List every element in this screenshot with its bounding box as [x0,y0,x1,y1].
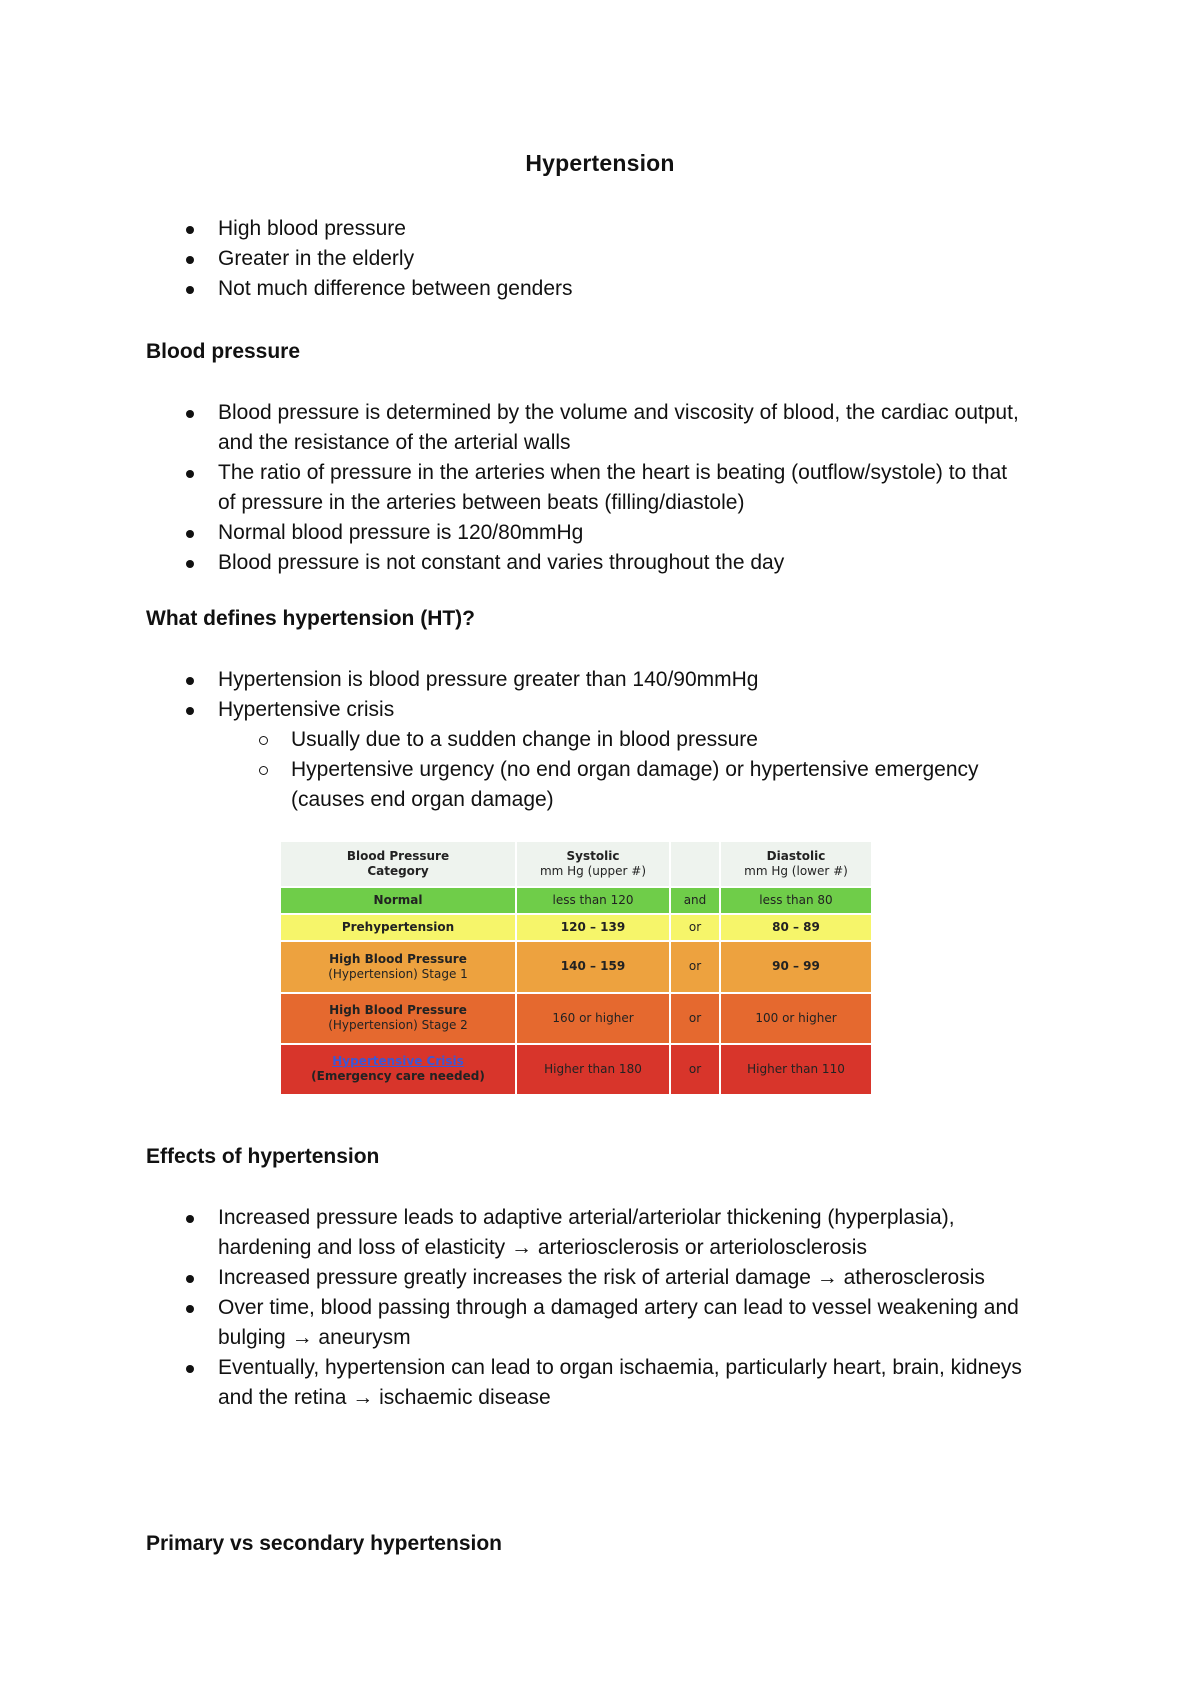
diastolic-cell: Higher than 110 [720,1044,872,1095]
category-cell: Prehypertension [280,914,516,941]
arrow-right-icon: → [291,1326,313,1349]
arrow-right-icon: → [511,1236,533,1259]
bullet-icon [186,560,194,568]
conjunction-cell: or [670,1044,720,1095]
arrow-right-icon: → [352,1386,374,1409]
bullet-icon [186,256,194,264]
header-systolic: Systolic mm Hg (upper #) [516,841,670,887]
list-item: Blood pressure is determined by the volume and viscosity of blood, the cardiac output, and the resistance of the arterial walls [146,398,1026,458]
list-item: Blood pressure is not constant and varies throughout the day [146,548,1026,578]
conjunction-cell: or [670,993,720,1044]
list-item: Not much difference between genders [146,274,1046,304]
systolic-cell: 140 – 159 [516,941,670,992]
sub-list-item: Hypertensive urgency (no end organ damage) or hypertensive emergency (causes end organ damage) [146,755,1026,815]
bullet-icon [186,1365,194,1373]
section-heading-effects: Effects of hypertension [146,1145,380,1168]
page-title: Hypertension [525,150,675,176]
bullet-icon [186,226,194,234]
bullet-icon [186,707,194,715]
section-heading-defines: What defines hypertension (HT)? [146,607,476,630]
intro-list [146,214,1046,304]
blood-pressure-category-table [279,840,873,1096]
table-row [280,914,872,941]
diastolic-cell: 90 – 99 [720,941,872,992]
list-item: Increased pressure greatly increases the risk of arterial damage → atherosclerosis [146,1263,1046,1293]
category-cell: Hypertensive Crisis (Emergency care needed) [280,1044,516,1095]
list-item: Hypertensive crisis Usually due to a sudden change in blood pressure Hypertensive urgency (no end organ damage) or hypertensive emergency (causes end organ damage) [146,695,1026,815]
bullet-icon [186,1275,194,1283]
list-item: High blood pressure [146,214,1046,244]
sub-list-item: Usually due to a sudden change in blood pressure [146,725,1026,755]
bullet-icon [186,1305,194,1313]
bullet-icon [186,530,194,538]
circle-bullet-icon [259,766,268,775]
table-row [280,1044,872,1095]
section-heading-primary-secondary: Primary vs secondary hypertension [146,1532,502,1555]
systolic-cell: less than 120 [516,887,670,914]
category-cell: Normal [280,887,516,914]
table-header-row [280,841,872,887]
circle-bullet-icon [259,736,268,745]
bullet-icon [186,677,194,685]
category-cell: High Blood Pressure (Hypertension) Stage 2 [280,993,516,1044]
table-row [280,887,872,914]
diastolic-cell: 100 or higher [720,993,872,1044]
list-item: The ratio of pressure in the arteries when the heart is beating (outflow/systole) to that of pressure in the arteries between beats (filling/diastole) [146,458,1026,518]
bullet-icon [186,1215,194,1223]
table-row [280,941,872,992]
list-item: Eventually, hypertension can lead to organ ischaemia, particularly heart, brain, kidneys and the retina → ischaemic disease [146,1353,1046,1413]
header-diastolic: Diastolic mm Hg (lower #) [720,841,872,887]
bullet-icon [186,410,194,418]
bullet-icon [186,286,194,294]
blood-pressure-list [146,398,1026,578]
table-row [280,993,872,1044]
diastolic-cell: 80 – 89 [720,914,872,941]
systolic-cell: 120 – 139 [516,914,670,941]
list-item: Normal blood pressure is 120/80mmHg [146,518,1026,548]
systolic-cell: Higher than 180 [516,1044,670,1095]
defines-sublist [218,725,1026,815]
list-item: Over time, blood passing through a damaged artery can lead to vessel weakening and bulging → aneurysm [146,1293,1046,1353]
defines-list [146,665,1026,815]
arrow-right-icon: → [816,1266,838,1289]
header-category: Blood Pressure Category [280,841,516,887]
conjunction-cell: or [670,941,720,992]
list-item: Greater in the elderly [146,244,1046,274]
header-conjunction [670,841,720,887]
category-cell: High Blood Pressure (Hypertension) Stage 1 [280,941,516,992]
systolic-cell: 160 or higher [516,993,670,1044]
conjunction-cell: and [670,887,720,914]
diastolic-cell: less than 80 [720,887,872,914]
section-heading-blood-pressure: Blood pressure [146,340,301,363]
list-item: Increased pressure leads to adaptive arterial/arteriolar thickening (hyperplasia), hardening and loss of elasticity → arteriosclerosis or arteriolosclerosis [146,1203,1046,1263]
hypertensive-crisis-link[interactable]: Hypertensive Crisis [332,1054,464,1069]
list-item: Hypertension is blood pressure greater than 140/90mmHg [146,665,1026,695]
conjunction-cell: or [670,914,720,941]
bullet-icon [186,470,194,478]
effects-list [146,1203,1046,1413]
